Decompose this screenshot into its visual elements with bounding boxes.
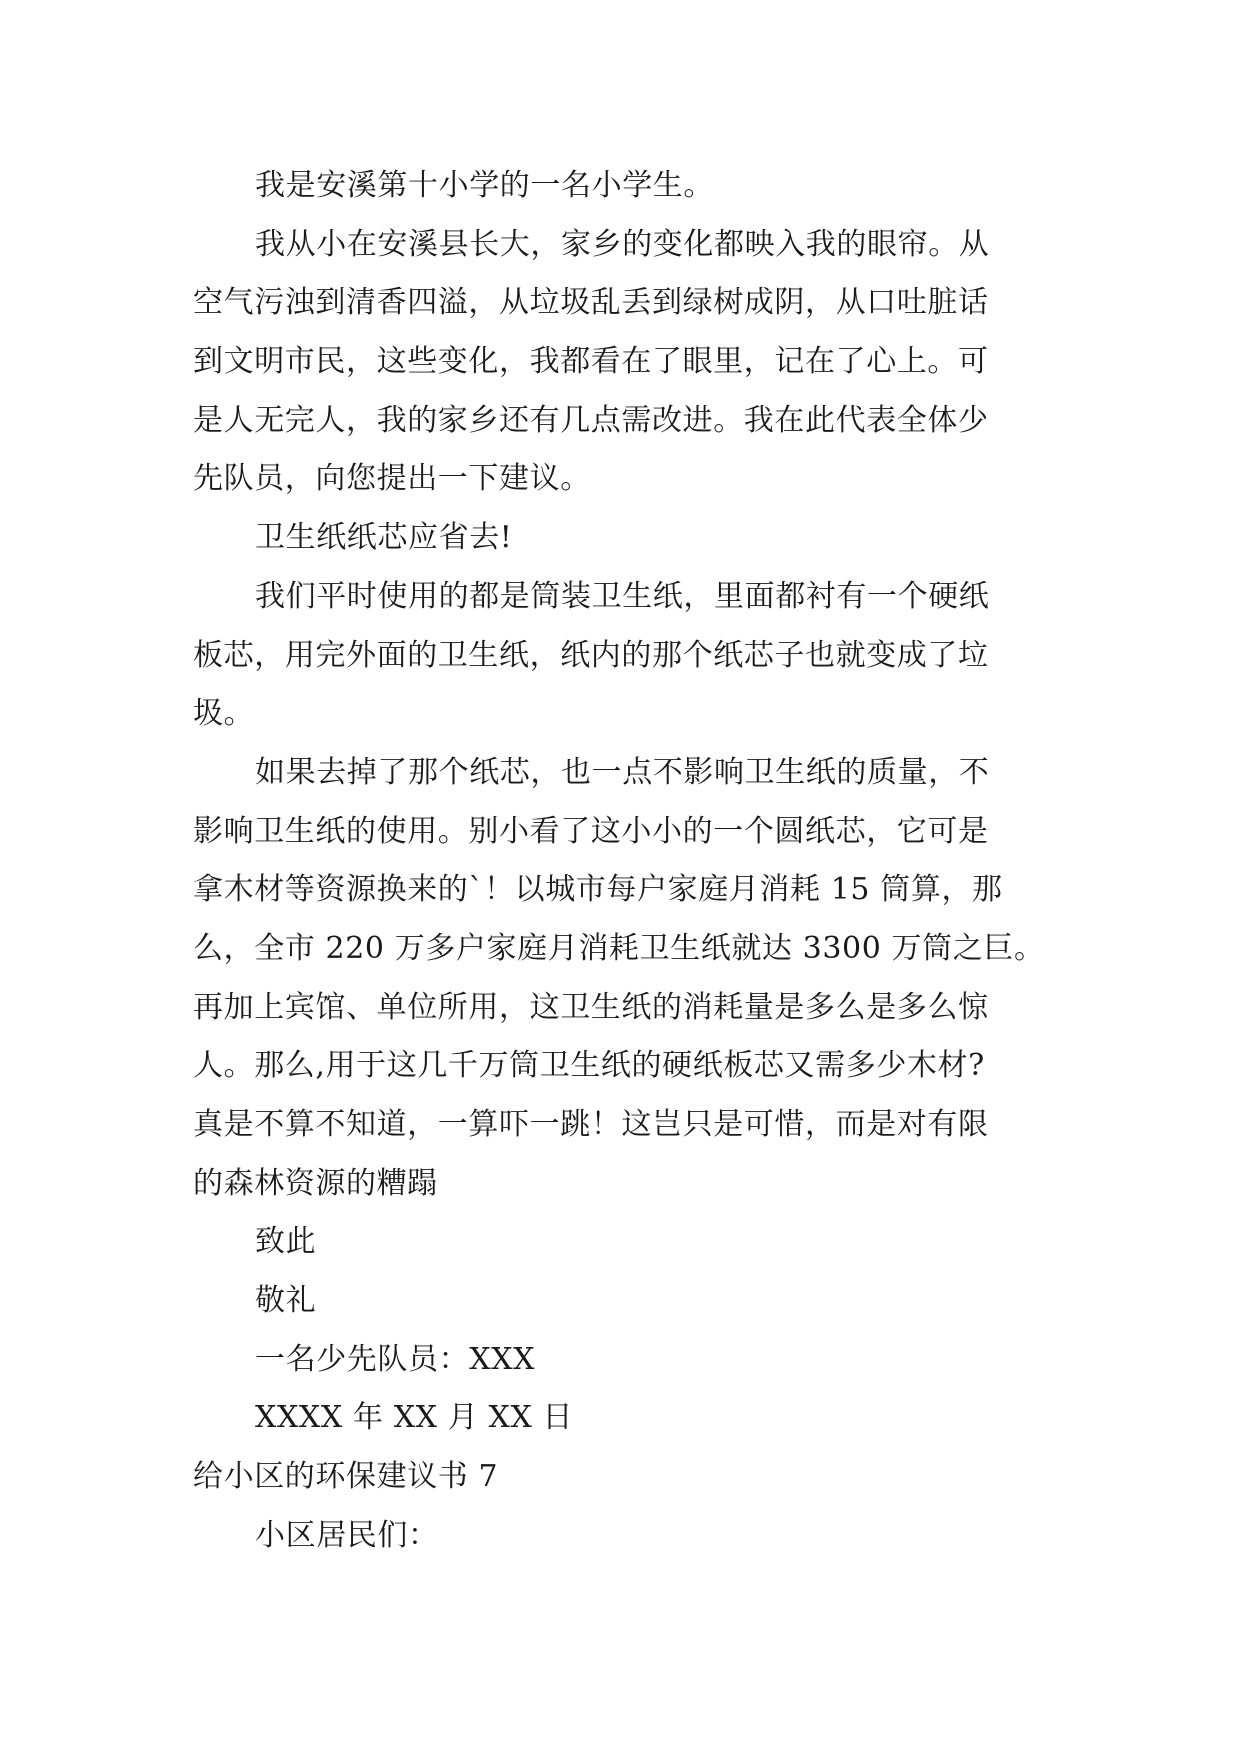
paragraph-line: 拿木材等资源换来的`！以城市每户家庭月消耗 15 筒算，那	[193, 872, 1003, 908]
paragraph-line: 的森林资源的糟蹋	[193, 1165, 438, 1201]
section-heading: 卫生纸纸芯应省去!	[255, 520, 513, 556]
paragraph-line: 是人无完人，我的家乡还有几点需改进。我在此代表全体少	[193, 402, 989, 438]
paragraph-line: 圾。	[193, 696, 255, 732]
paragraph-line: 人。那么,用于这几千万筒卫生纸的硬纸板芯又需多少木材?	[193, 1048, 985, 1084]
paragraph-line: 影响卫生纸的使用。别小看了这小小的一个圆纸芯，它可是	[193, 813, 989, 849]
paragraph-line: 先队员，向您提出一下建议。	[193, 461, 591, 497]
paragraph-line: 我们平时使用的都是筒装卫生纸，里面都衬有一个硬纸	[255, 578, 990, 614]
closing-salutation: 敬礼	[255, 1283, 317, 1319]
paragraph-line: 板芯，用完外面的卫生纸，纸内的那个纸芯子也就变成了垃	[193, 637, 989, 673]
paragraph-line: 真是不算不知道，一算吓一跳！这岂只是可惜，而是对有限	[193, 1107, 989, 1142]
closing-line: 致此	[255, 1224, 317, 1260]
signature-line: 一名少先队员：XXX	[255, 1341, 536, 1377]
paragraph-line: 再加上宾馆、单位所用，这卫生纸的消耗量是多么是多么惊	[193, 989, 989, 1025]
paragraph-line: 空气污浊到清香四溢，从垃圾乱丢到绿树成阴，从口吐脏话	[193, 285, 989, 321]
paragraph-line: 么，全市 220 万多户家庭月消耗卫生纸就达 3300 万筒之巨。	[193, 930, 1045, 966]
document-title: 给小区的环保建议书 7	[193, 1459, 499, 1495]
greeting-line: 小区居民们：	[255, 1517, 439, 1553]
date-line: XXXX 年 XX 月 XX 日	[255, 1400, 574, 1436]
paragraph-line: 到文明市民，这些变化，我都看在了眼里，记在了心上。可	[193, 344, 989, 380]
paragraph-line: 如果去掉了那个纸芯，也一点不影响卫生纸的质量，不	[255, 754, 990, 790]
document-body	[193, 157, 1063, 1566]
paragraph-line: 我从小在安溪县长大，家乡的变化都映入我的眼帘。从	[255, 226, 990, 262]
paragraph-line: 我是安溪第十小学的一名小学生。	[255, 168, 714, 203]
